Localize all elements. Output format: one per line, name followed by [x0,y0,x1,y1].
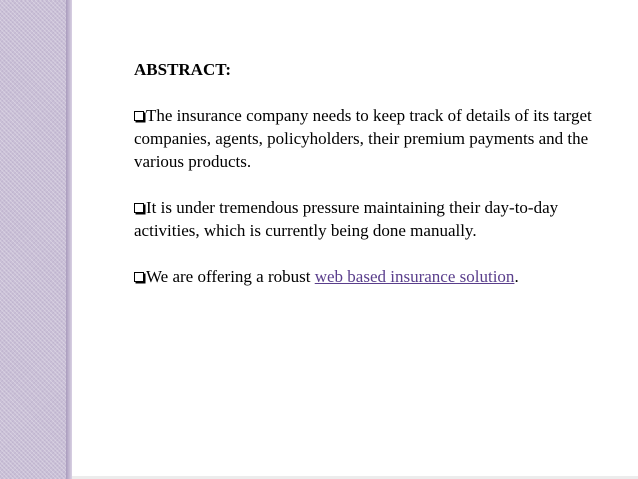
hollow-square-bullet-icon [134,203,144,213]
bullet-text-3-end: . [514,267,519,286]
bullet-paragraph-3 [134,265,594,288]
bullet-text-3: We are offering a robust [146,267,315,286]
bullet-paragraph-1 [134,104,594,173]
hollow-square-bullet-icon [134,272,144,282]
web-based-insurance-solution-link[interactable]: web based insurance solution [314,267,515,286]
bullet-paragraph-2 [134,196,594,242]
abstract-content [134,58,594,311]
side-band-divider [66,0,72,479]
hollow-square-bullet-icon [134,111,144,121]
bullet-text-2: It is under tremendous pressure maintaining their day-to-day activities, which is currently being done manually. [134,198,559,240]
decorative-side-band [0,0,66,479]
abstract-heading: ABSTRACT: [134,60,231,79]
bullet-text-1: The insurance company needs to keep track of details of its target companies, agents, policyholders, their premium payments and the various products. [134,106,592,171]
